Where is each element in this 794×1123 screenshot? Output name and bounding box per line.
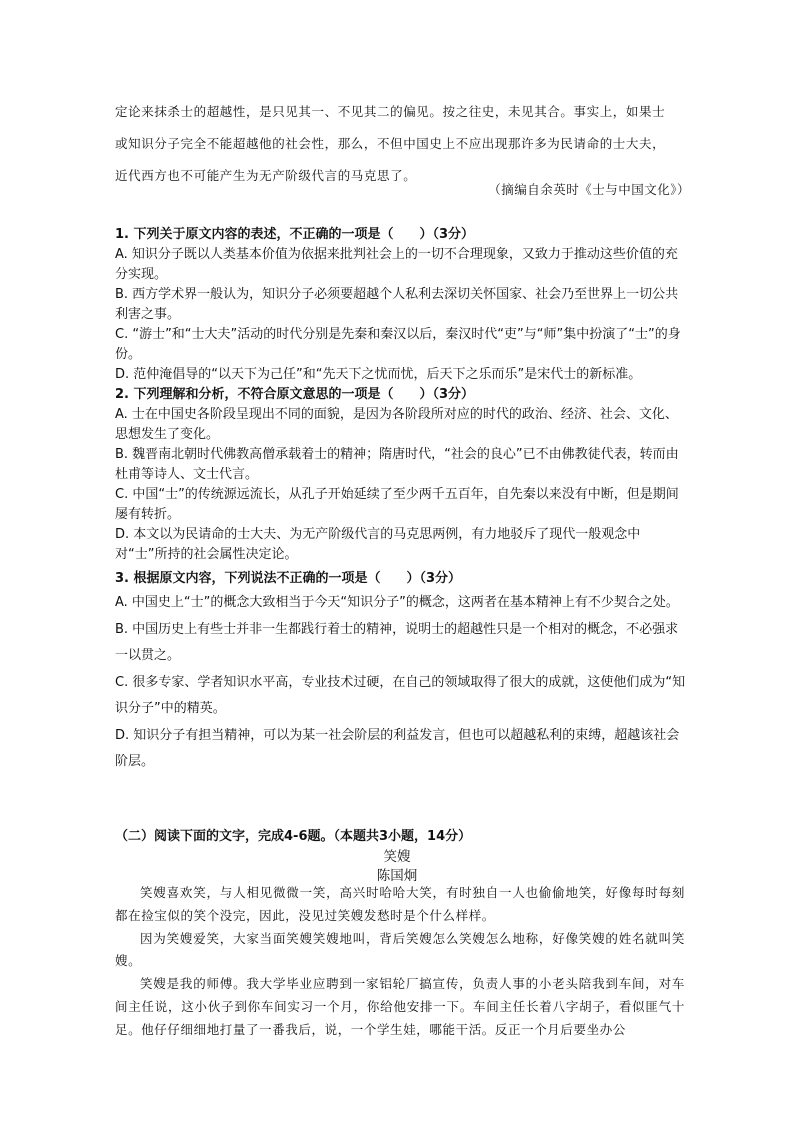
question-1-stem: 1. 下列关于原文内容的表述，不正确的一项是（ ）（3分）: [115, 227, 475, 242]
story-paragraph: 笑嫂是我的师傅。我大学毕业应聘到一家铝轮厂搞宣传，负责人事的小老头陪我到车间，对车间主任说，这小伙子到你车间实习一个月，你给他安排一下。车间主任长着八字胡子，看似匪气十足。他仔仔细细地打量了一番我后，说，一个学生娃，哪能干活。反正一个月后要坐办公: [115, 976, 685, 1037]
question-2-option-a: A. 士在中国史各阶段呈现出不同的面貌，是因为各阶段所对应的时代的政治、经济、社会、文化、思想发生了变化。: [115, 407, 678, 442]
lead-line: 定论来抹杀士的超越性，是只见其一、不见其二的偏见。按之往史，未见其合。事实上，如果士: [115, 104, 666, 119]
question-3-stem: 3. 根据原文内容，下列说法不正确的一项是（ ）（3分）: [115, 571, 462, 586]
question-2-option-b: B. 魏晋南北朝时代佛教高僧承载着士的精神；隋唐时代，“社会的良心”已不由佛教徒代表，转而由杜甫等诗人、文士代言。: [115, 447, 679, 482]
lead-line: 近代西方也不可能产生为无产阶级代言的马克思了。: [115, 168, 417, 183]
story-body: [115, 882, 685, 1042]
story-paragraph: 笑嫂喜欢笑，与人相见微微一笑，高兴时哈哈大笑，有时独自一人也偷偷地笑，好像每时每刻都在捡宝似的笑个没完，因此，没见过笑嫂发愁时是个什么样样。: [115, 885, 685, 923]
source-citation: （摘编自余英时《士与中国文化》）: [488, 182, 690, 197]
story-author: 陈国炯: [376, 868, 418, 884]
question-1-option-d: D. 范仲淹倡导的“以天下为己任”和“先天下之忧而忧，后天下之乐而乐”是宋代士的新标准。: [115, 367, 642, 382]
question-3-option-d: D. 知识分子有担当精神，可以为某一社会阶层的利益发言，但也可以超越私利的束缚，超越该社会阶层。: [115, 727, 680, 769]
question-1-option-c: C. “游士”和“士大夫”活动的时代分别是先秦和秦汉以后，秦汉时代“吏”与“师”集中扮演了“士”的身份。: [115, 327, 681, 362]
question-1-option-b: B. 西方学术界一般认为，知识分子必须要超越个人私利去深切关怀国家、社会乃至世界上一切公共利害之事。: [115, 287, 679, 322]
story-title: 笑嫂: [383, 849, 411, 865]
section-heading: （二）阅读下面的文字，完成4-6题。（本题共3小题，14分）: [115, 829, 472, 844]
question-2-option-d: D. 本文以为民请命的士大夫、为无产阶级代言的马克思两例，有力地驳斥了现代一般观念中对“士”所持的社会属性决定论。: [115, 527, 641, 562]
question-3-option-b: B. 中国历史上有些士并非一生都践行着士的精神，说明士的超越性只是一个相对的概念，不必强求一以贯之。: [115, 621, 679, 663]
question-1-option-a: A. 知识分子既以人类基本价值为依据来批判社会上的一切不合理现象，又致力于推动这些价值的充分实现。: [115, 247, 678, 282]
questions-1-2: [115, 225, 690, 565]
story-paragraph: 因为笑嫂爱笑，大家当面笑嫂笑嫂地叫，背后笑嫂怎么笑嫂怎么地称，好像笑嫂的姓名就叫笑嫂。: [115, 930, 685, 969]
question-3-option-a: A. 中国史上“士”的概念大致相当于今天“知识分子”的概念，这两者在基本精神上有不少契合之处。: [115, 595, 679, 610]
question-3-option-c: C. 很多专家、学者知识水平高，专业技术过硬，在自己的领域取得了很大的成就，这使他们成为“知识分子”中的精英。: [115, 674, 686, 716]
question-2-stem: 2. 下列理解和分析，不符合原文意思的一项是（ ）（3分）: [115, 387, 475, 402]
question-3: [115, 568, 690, 776]
question-2-option-c: C. 中国“士”的传统源远流长，从孔子开始延续了至少两千五百年，自先秦以来没有中断，但是期间屡有转折。: [115, 487, 679, 522]
lead-paragraph: [115, 96, 685, 192]
lead-line: 或知识分子完全不能超越他的社会性，那么，不但中国史上不应出现那许多为民请命的士大夫，: [115, 136, 666, 151]
